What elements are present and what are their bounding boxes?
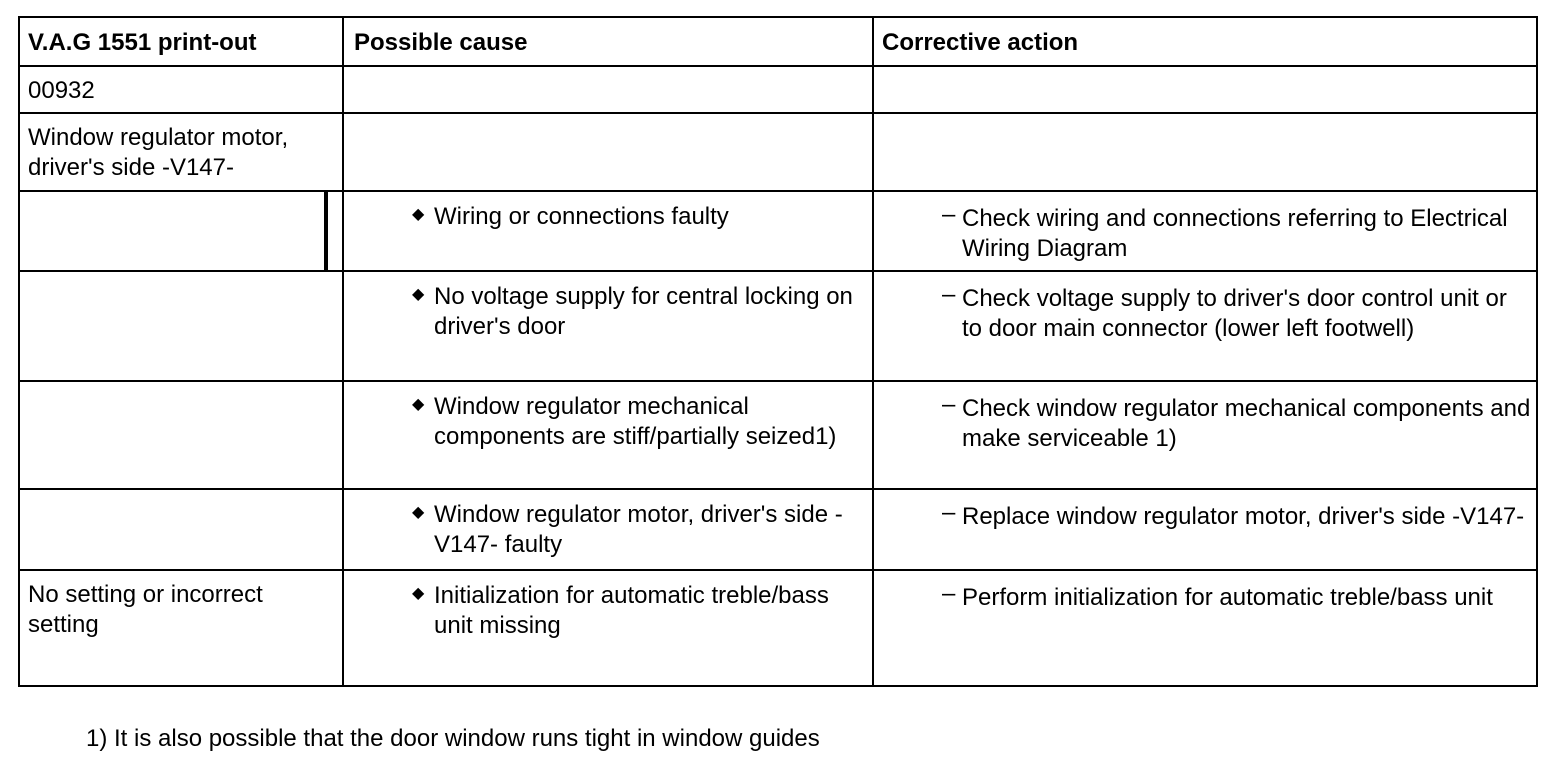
header-possible-cause: Possible cause xyxy=(354,29,528,56)
dash-bullet-icon: – xyxy=(942,201,956,228)
table-row xyxy=(20,192,1536,272)
header-vag-printout: V.A.G 1551 print-out xyxy=(28,29,257,56)
diagnosis-table xyxy=(18,16,1538,687)
dash-bullet-icon: – xyxy=(942,580,956,607)
dash-bullet-icon: – xyxy=(942,499,956,526)
possible-cause: ◆ No voltage supply for central locking on driver's door xyxy=(434,282,870,342)
table-row xyxy=(20,382,1536,490)
table-row xyxy=(20,490,1536,571)
footnote: 1) It is also possible that the door window runs tight in window guides xyxy=(86,725,820,752)
corrective-action: – Perform initialization for automatic treble/bass unit xyxy=(942,580,1493,611)
header-corrective-action: Corrective action xyxy=(882,29,1079,56)
corrective-action: – Replace window regulator motor, driver's side -V147- xyxy=(942,499,1525,530)
dash-bullet-icon: – xyxy=(942,281,956,308)
table-row xyxy=(20,272,1536,382)
fault-description: No setting or incorrect setting xyxy=(28,581,263,638)
corrective-action: – Check voltage supply to driver's door control unit or to door main connector (lower left footwell) xyxy=(942,281,1507,342)
diamond-bullet-icon: ◆ xyxy=(412,206,425,223)
possible-cause: ◆ Initialization for automatic treble/bass unit missing xyxy=(434,581,870,641)
corrective-action: – Check window regulator mechanical components and make serviceable 1) xyxy=(942,391,1531,452)
fault-component: Window regulator motor, driver's side -V147- xyxy=(28,124,289,181)
table-header-row xyxy=(20,18,1536,67)
column-divider-mark xyxy=(324,192,328,270)
corrective-action: – Check wiring and connections referring to Electrical Wiring Diagram xyxy=(942,201,1508,262)
fault-code: 00932 xyxy=(28,77,95,104)
possible-cause: ◆ Wiring or connections faulty xyxy=(434,202,870,232)
table-row xyxy=(20,67,1536,114)
possible-cause: ◆ Window regulator mechanical components are stiff/partially seized1) xyxy=(434,392,870,452)
dash-bullet-icon: – xyxy=(942,391,956,418)
diamond-bullet-icon: ◆ xyxy=(412,286,425,303)
diamond-bullet-icon: ◆ xyxy=(412,585,425,602)
possible-cause: ◆ Window regulator motor, driver's side -V147- faulty xyxy=(434,500,870,560)
table-row xyxy=(20,114,1536,192)
diamond-bullet-icon: ◆ xyxy=(412,396,425,413)
diamond-bullet-icon: ◆ xyxy=(412,504,425,521)
table-row xyxy=(20,571,1536,685)
